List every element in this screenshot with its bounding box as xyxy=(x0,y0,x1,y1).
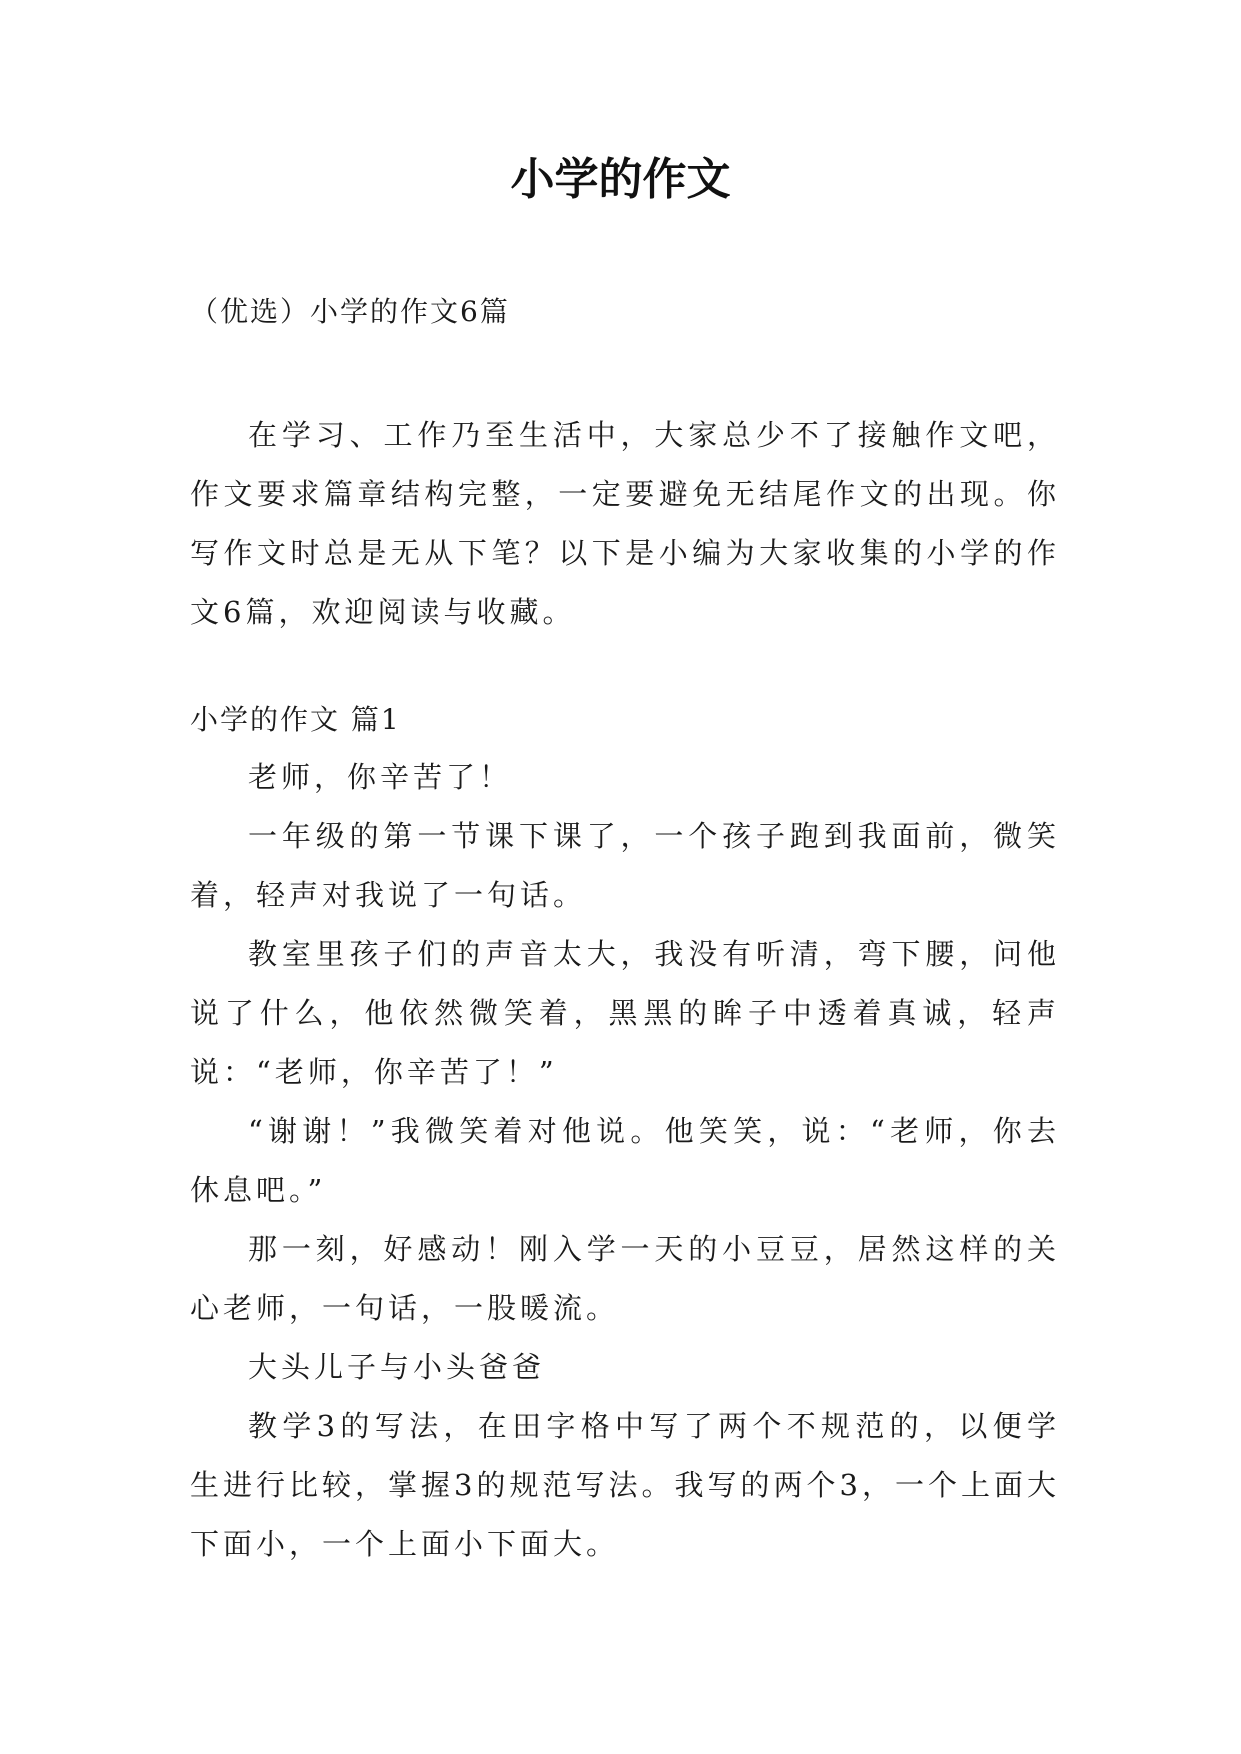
section-heading: 小学的作文 篇1 xyxy=(190,703,401,736)
essay-paragraph-3: 教室里孩子们的声音太大，我没有听清，弯下腰，问他说了什么，他依然微笑着，黑黑的眸子中透着真诚，轻声说：“老师，你辛苦了！” xyxy=(190,937,1060,1089)
essay-body xyxy=(190,748,1060,1574)
essay-paragraph-1: 老师，你辛苦了！ xyxy=(248,760,513,794)
essay-paragraph-4: “谢谢！”我微笑着对他说。他笑笑，说：“老师，你去休息吧。” xyxy=(190,1114,1060,1207)
essay-paragraph-6: 大头儿子与小头爸爸 xyxy=(248,1350,546,1384)
intro-block xyxy=(190,406,1060,642)
document-subtitle: （优选）小学的作文6篇 xyxy=(190,295,510,328)
essay-paragraph-5: 那一刻，好感动！刚入学一天的小豆豆，居然这样的关心老师，一句话，一股暖流。 xyxy=(190,1232,1060,1325)
essay-paragraph-7: 教学3的写法，在田字格中写了两个不规范的，以便学生进行比较，掌握3的规范写法。我写的两个3，一个上面大下面小，一个上面小下面大。 xyxy=(190,1409,1060,1561)
essay-paragraph-2: 一年级的第一节课下课了，一个孩子跑到我面前，微笑着，轻声对我说了一句话。 xyxy=(190,819,1060,912)
document-title: 小学的作文 xyxy=(510,154,731,205)
intro-paragraph: 在学习、工作乃至生活中，大家总少不了接触作文吧，作文要求篇章结构完整，一定要避免无结尾作文的出现。你写作文时总是无从下笔？以下是小编为大家收集的小学的作文6篇，欢迎阅读与收藏。 xyxy=(190,418,1060,629)
